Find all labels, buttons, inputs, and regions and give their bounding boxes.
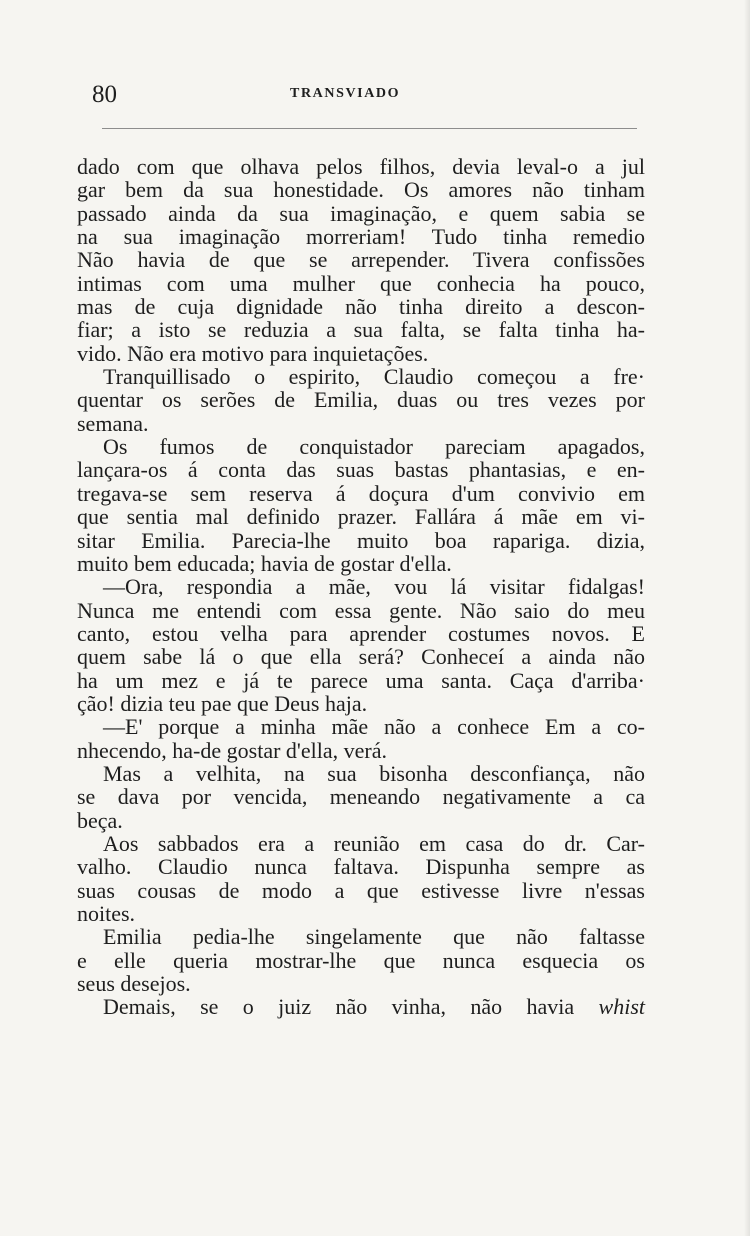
- text-line: lançara-os á conta das suas bastas phantasias, e en-: [77, 457, 645, 483]
- text-line: semana.: [77, 410, 149, 436]
- italic-word: whist: [598, 994, 645, 1020]
- text-line: na sua imaginação morreriam! Tudo tinha remedio: [77, 224, 645, 250]
- text-line: passado ainda da sua imaginação, e quem sabia se: [77, 200, 645, 226]
- page-header: [92, 80, 640, 116]
- text-line: —Ora, respondia a mãe, vou lá visitar fidalgas!: [103, 574, 645, 600]
- text-line: —E' porque a minha mãe não a conhece Em a co-: [103, 714, 645, 740]
- text-line: Nunca me entendi com essa gente. Não saio do meu: [77, 597, 645, 623]
- text-line: intimas com uma mulher que conhecia ha pouco,: [77, 270, 645, 296]
- text-line: seus desejos.: [77, 971, 191, 997]
- text-line: e elle queria mostrar-lhe que nunca esquecia os: [77, 947, 645, 973]
- text-line: suas cousas de modo a que estivesse livre n'essas: [77, 877, 645, 903]
- page-number: 80: [92, 81, 117, 108]
- text-line: que sentia mal definido prazer. Fallára á mãe em vi-: [77, 504, 645, 530]
- text-line-main: Demais, se o juiz não vinha, não havia: [103, 994, 575, 1020]
- text-line: Tranquillisado o espirito, Claudio começou a fre·: [103, 364, 645, 390]
- text-line: ção! dizia teu pae que Deus haja.: [77, 690, 368, 716]
- text-line: quentar os serões de Emilia, duas ou tres vezes por: [77, 387, 645, 413]
- text-line: sitar Emilia. Parecia-lhe muito boa rapariga. dizia,: [77, 527, 645, 553]
- text-line-last: [77, 995, 645, 1018]
- text-line: muito bem educada; havia de gostar d'ella.: [77, 550, 452, 576]
- text-line: noites.: [77, 901, 136, 926]
- text-line: Emilia pedia-lhe singelamente que não faltasse: [103, 924, 645, 950]
- text-line: mas de cuja dignidade não tinha direito a descon-: [77, 294, 645, 320]
- text-line: tregava-se sem reserva á doçura d'um convivio em: [77, 480, 645, 506]
- page-edge-shadow: [744, 0, 750, 1236]
- body-text: [77, 155, 645, 1019]
- text-line: ha um mez e já te parece uma santa. Caça d'arriba·: [77, 667, 645, 693]
- text-line: fiar; a isto se reduzia a sua falta, se falta tinha ha-: [77, 317, 645, 343]
- text-line: Não havia de que se arrepender. Tivera confissões: [77, 247, 645, 273]
- text-line: valho. Claudio nunca faltava. Dispunha sempre as: [77, 854, 645, 880]
- text-line: nhecendo, ha-de gostar d'ella, verá.: [77, 737, 387, 763]
- header-rule: [102, 128, 637, 129]
- text-line: vido. Não era motivo para inquietações.: [77, 340, 429, 366]
- text-line: Mas a velhita, na sua bisonha desconfiança, não: [103, 760, 645, 786]
- text-line: dado com que olhava pelos filhos, devia leval-o a jul: [77, 154, 645, 179]
- text-line: beça.: [77, 807, 123, 833]
- text-line: se dava por vencida, meneando negativamente a ca: [77, 784, 645, 810]
- text-line: quem sabe lá o que ella será? Conheceí a ainda não: [77, 644, 645, 670]
- text-line: canto, estou velha para aprender costumes novos. E: [77, 620, 645, 646]
- text-line: gar bem da sua honestidade. Os amores não tinham: [77, 177, 645, 203]
- text-line: Aos sabbados era a reunião em casa do dr. Car-: [103, 830, 645, 856]
- running-title: TRANSVIADO: [290, 86, 401, 101]
- text-line: Os fumos de conquistador pareciam apagados,: [103, 434, 645, 460]
